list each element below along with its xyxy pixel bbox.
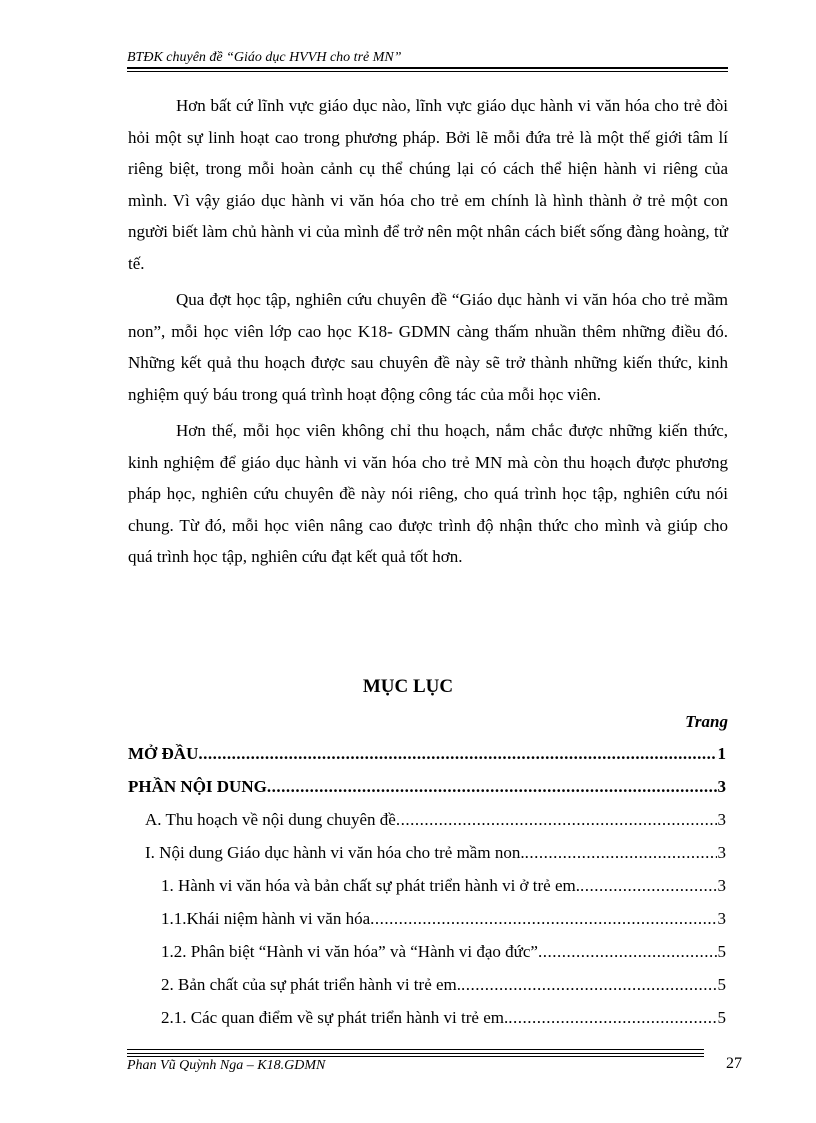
toc-entry-2-1[interactable] bbox=[128, 1008, 726, 1041]
toc-entry-label: MỞ ĐẦU bbox=[128, 744, 199, 763]
toc-entry-label: 1.2. Phân biệt “Hành vi văn hóa” và “Hành vi đạo đức” bbox=[161, 942, 538, 961]
body-text bbox=[128, 90, 728, 578]
toc-entry-page: 3 bbox=[717, 876, 726, 895]
toc-entry-page: 3 bbox=[717, 810, 726, 829]
toc-entry-label: A. Thu hoạch về nội dung chuyên đề bbox=[145, 810, 396, 829]
toc-entry-label: 2.1. Các quan điểm về sự phát triển hành vi trẻ em. bbox=[161, 1008, 509, 1027]
paragraph-1: Hơn bất cứ lĩnh vực giáo dục nào, lĩnh vực giáo dục hành vi văn hóa cho trẻ đòi hỏi một sự linh hoạt cao trong phương pháp. Bởi lẽ mỗi đứa trẻ là một thế giới tâm lí riêng biệt, trong mỗi hoàn cảnh cụ thể chúng lại có cách thể hiện hành vi riêng của mình. Vì vậy giáo dục hành vi văn hóa cho trẻ em chính là hình thành ở trẻ một con người biết làm chủ hành vi của mình để trở nên một nhân cách biết sống đàng hoàng, tử tế. bbox=[128, 96, 728, 273]
header-rule-thin bbox=[127, 71, 728, 72]
toc-entry-page: 5 bbox=[717, 942, 726, 961]
toc-page-header: Trang bbox=[685, 712, 728, 731]
toc-entry-page: 5 bbox=[717, 1008, 726, 1027]
toc-leader-dots bbox=[396, 810, 717, 830]
table-of-contents bbox=[128, 744, 726, 1041]
toc-leader-dots bbox=[198, 744, 716, 764]
toc-entry-label: 1. Hành vi văn hóa và bản chất sự phát triển hành vi ở trẻ em. bbox=[161, 876, 580, 895]
toc-entry-i[interactable] bbox=[128, 843, 726, 876]
paragraph-2: Qua đợt học tập, nghiên cứu chuyên đề “Giáo dục hành vi văn hóa cho trẻ mầm non”, mỗi học viên lớp cao học K18- GDMN càng thấm nhuần thêm những điều đó. Những kết quả thu hoạch được sau chuyên đề này sẽ trở thành những kiến thức, kinh nghiệm quý báu trong quá trình hoạt động công tác của mỗi học viên. bbox=[128, 290, 728, 404]
page-number: 27 bbox=[726, 1055, 742, 1072]
toc-leader-dots bbox=[525, 843, 717, 863]
toc-title: MỤC LỤC bbox=[362, 676, 454, 697]
footer-rule bbox=[127, 1049, 704, 1050]
footer-rule bbox=[127, 1056, 704, 1057]
toc-leader-dots bbox=[370, 909, 716, 929]
header-rule bbox=[127, 67, 728, 69]
running-header: BTĐK chuyên đề “Giáo dục HVVH cho trẻ MN” bbox=[127, 50, 402, 65]
toc-entry-mo-dau[interactable] bbox=[128, 744, 726, 777]
toc-entry-page: 1 bbox=[717, 744, 726, 763]
toc-entry-1[interactable] bbox=[128, 876, 726, 909]
toc-entry-page: 3 bbox=[717, 909, 726, 928]
toc-entry-1-1[interactable] bbox=[128, 909, 726, 942]
toc-entry-label: PHẦN NỘI DUNG bbox=[128, 777, 267, 796]
toc-entry-page: 3 bbox=[717, 777, 726, 796]
toc-leader-dots bbox=[538, 942, 717, 962]
toc-entry-1-2[interactable] bbox=[128, 942, 726, 975]
paragraph-3: Hơn thế, mỗi học viên không chỉ thu hoạch, nắm chắc được những kiến thức, kinh nghiệm để giáo dục hành vi văn hóa cho trẻ MN mà còn thu hoạch được phương pháp học, nghiên cứu chuyên đề này nói riêng, cho quá trình học tập, nghiên cứu nói chung. Từ đó, mỗi học viên nâng cao được trình độ nhận thức cho mình và giúp cho quá trình học tập, nghiên cứu đạt kết quả tốt hơn. bbox=[128, 421, 728, 566]
toc-leader-dots bbox=[461, 975, 716, 995]
toc-entry-phan-noi-dung[interactable] bbox=[128, 777, 726, 810]
toc-entry-page: 5 bbox=[717, 975, 726, 994]
toc-leader-dots bbox=[267, 777, 717, 797]
toc-entry-2[interactable] bbox=[128, 975, 726, 1008]
toc-entry-label: 2. Bản chất của sự phát triển hành vi trẻ em. bbox=[161, 975, 462, 994]
toc-entry-label: 1.1.Khái niệm hành vi văn hóa bbox=[161, 909, 371, 928]
toc-entry-a[interactable] bbox=[128, 810, 726, 843]
toc-leader-dots bbox=[580, 876, 717, 896]
toc-entry-label: I. Nội dung Giáo dục hành vi văn hóa cho trẻ mầm non. bbox=[145, 843, 525, 862]
toc-leader-dots bbox=[508, 1008, 716, 1028]
toc-entry-page: 3 bbox=[717, 843, 726, 862]
footer-author: Phan Vũ Quỳnh Nga – K18.GDMN bbox=[127, 1058, 326, 1073]
footer-rule bbox=[127, 1053, 704, 1054]
